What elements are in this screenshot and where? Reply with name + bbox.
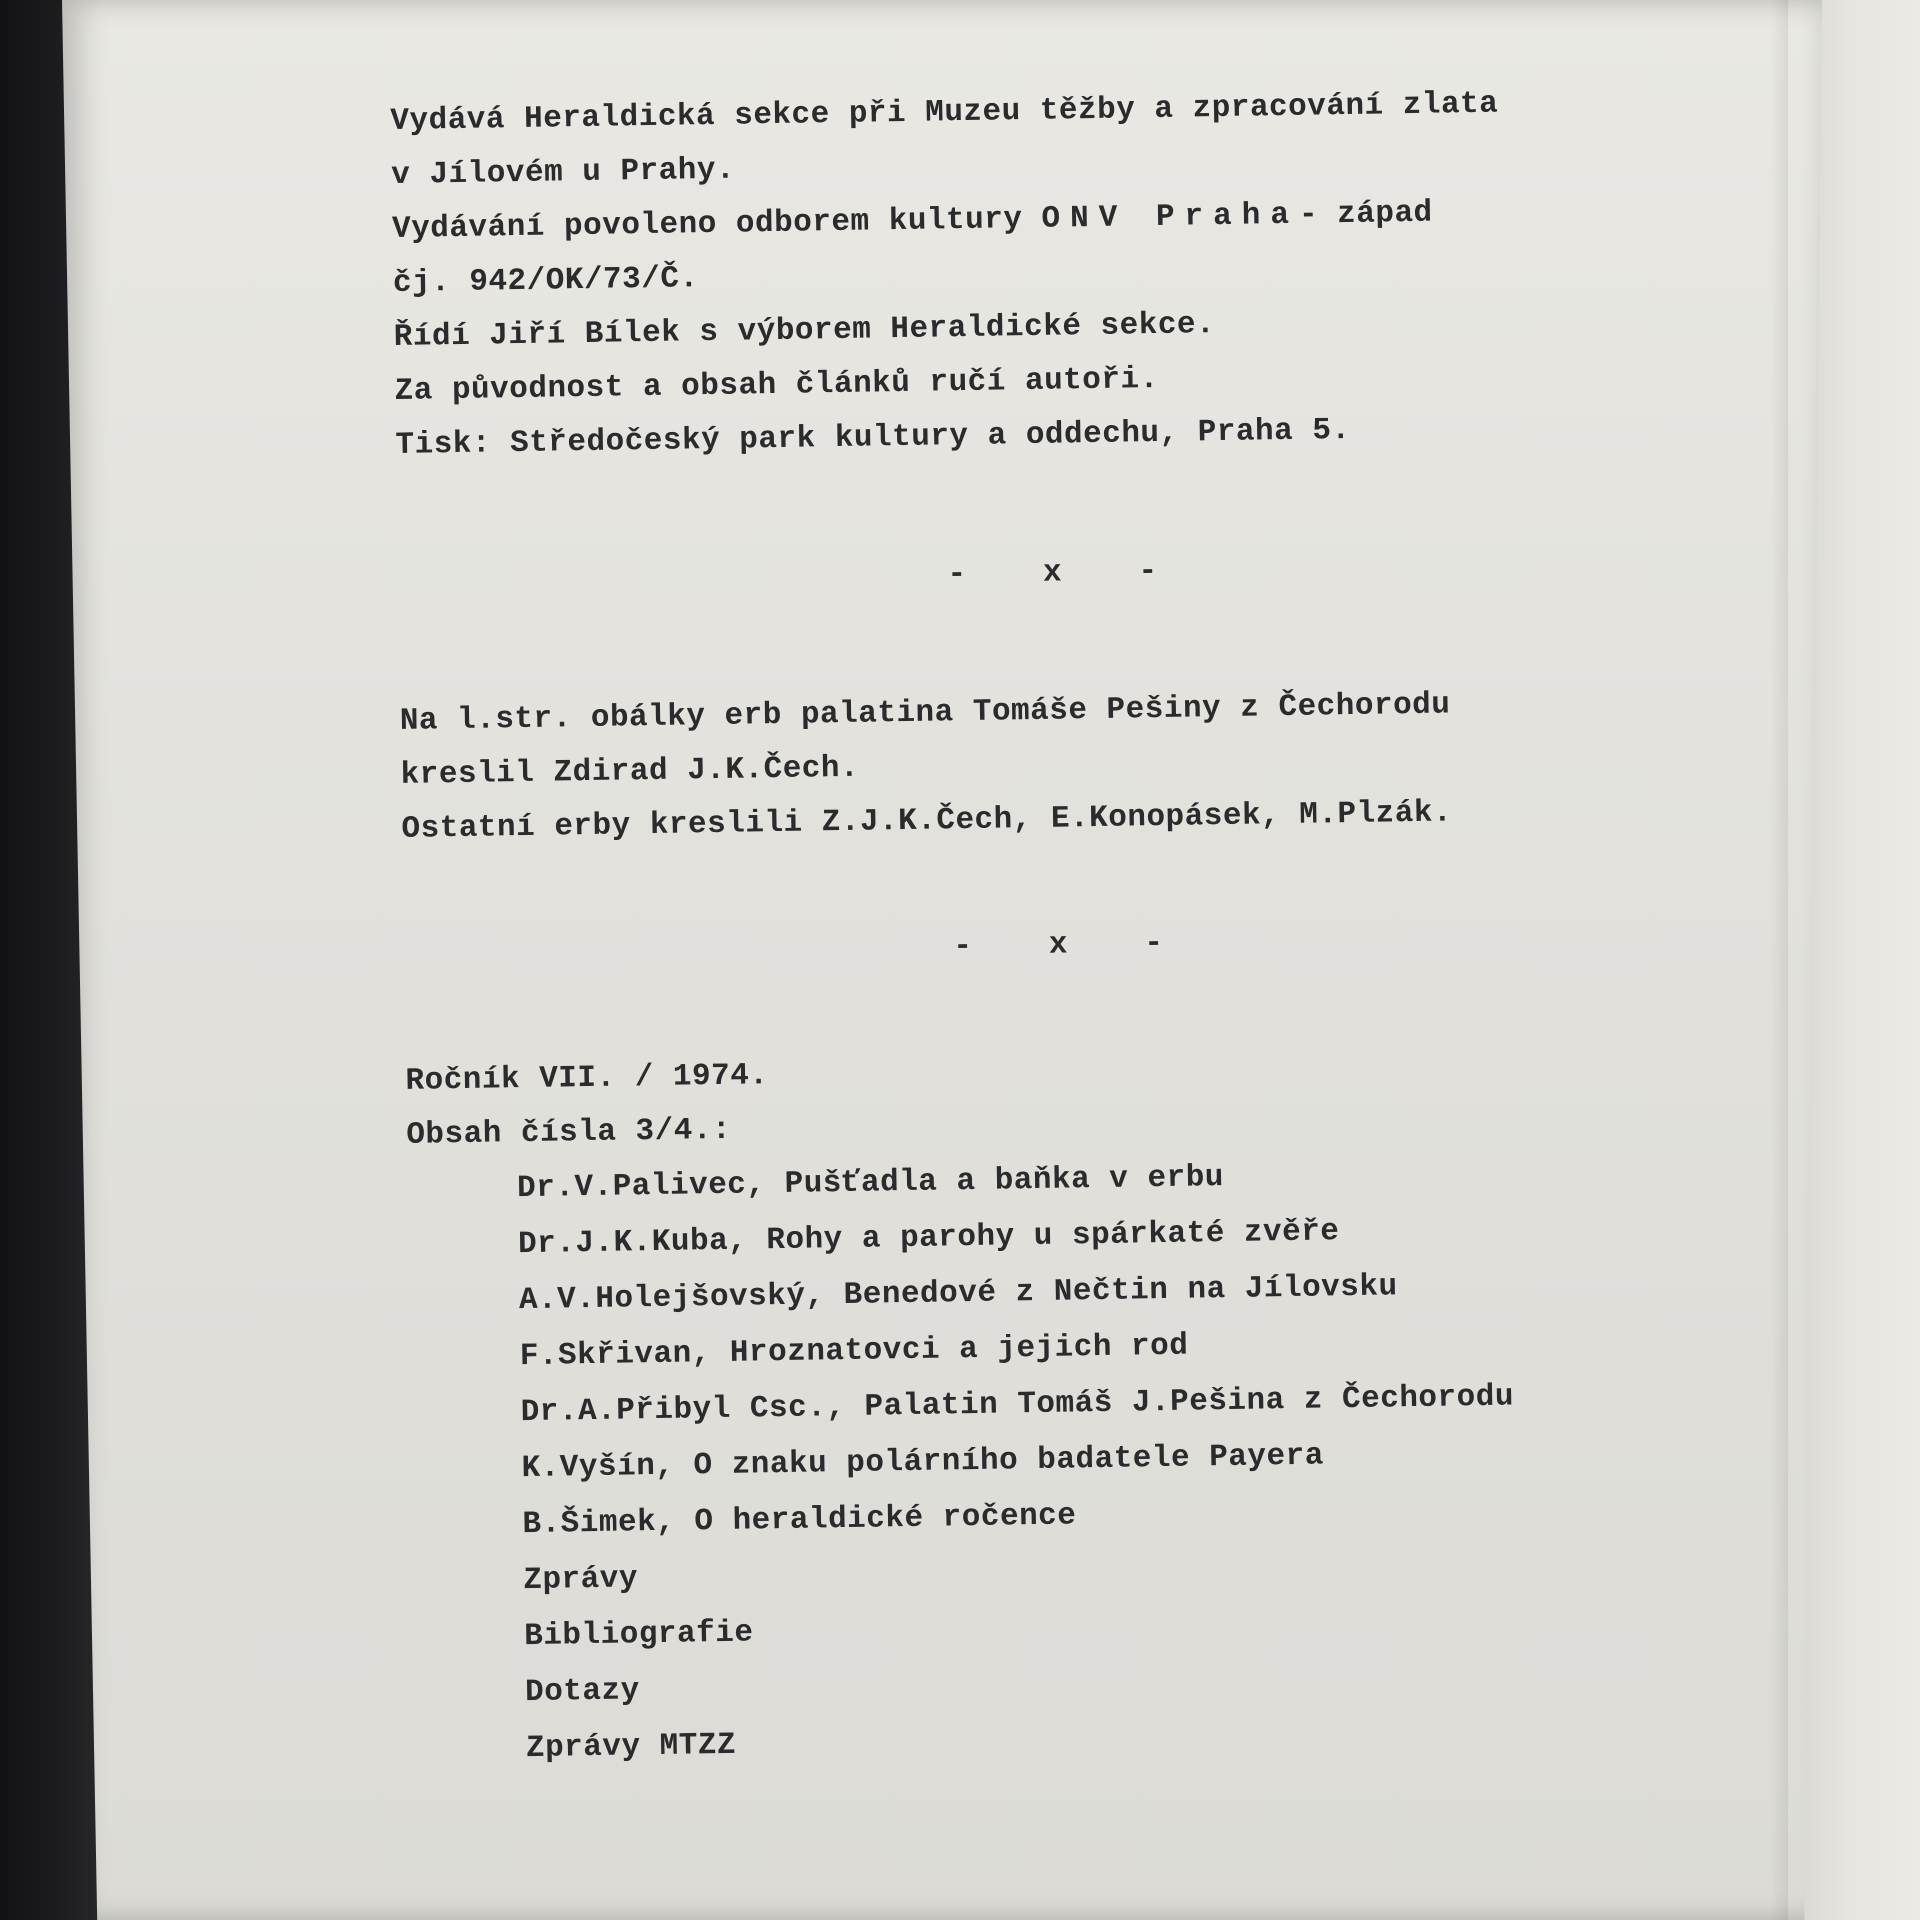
contents-item: Zprávy — [523, 1561, 639, 1599]
contents-item: Dr.A.Přibyl Csc., Palatin Tomáš J.Pešina z Čechorodu — [520, 1379, 1515, 1431]
contents-item: Dr.J.K.Kuba, Rohy a parohy u spárkaté zvěře — [517, 1214, 1340, 1263]
issue-block — [405, 1035, 1657, 1163]
table-of-contents — [407, 1143, 1667, 1779]
contents-item: Zprávy MTZZ — [525, 1727, 737, 1767]
separator-2: - x - — [953, 925, 1164, 965]
contents-item: Dr.V.Palivec, Pušťadla a baňka v erbu — [516, 1160, 1225, 1207]
imprint-editor-line: Řídí Jiří Bílek s výborem Heraldické sekce. — [393, 307, 1216, 355]
contents-heading: Obsah čísla 3/4.: — [406, 1112, 732, 1153]
permission-text: Vydávání povoleno odborem kultury — [391, 201, 1042, 247]
imprint-reference-line: čj. 942/OK/73/Č. — [392, 261, 699, 301]
contents-item: Dotazy — [524, 1673, 640, 1711]
cover-credits-block — [399, 675, 1651, 857]
volume-line: Ročník VII. / 1974. — [405, 1058, 769, 1099]
page-edge-shadow — [1770, 0, 1788, 1920]
contents-item: Bibliografie — [523, 1615, 754, 1655]
cover-artist-line: kreslil Zdirad J.K.Čech. — [400, 750, 860, 793]
separator-1: - x - — [947, 554, 1158, 593]
contents-item: F.Skřivan, Hroznatovci a jejich rod — [519, 1328, 1189, 1375]
contents-item: A.V.Holejšovský, Benedové z Nečtin na Jílovsku — [518, 1269, 1398, 1319]
onv-praha-text: ONV Praha — [1041, 197, 1300, 237]
imprint-block — [390, 75, 1646, 473]
contents-item: K.Vyšín, O znaku polárního badatele Payera — [521, 1438, 1325, 1487]
other-artists-line: Ostatní erby kreslili Z.J.K.Čech, E.Konopásek, M.Plzák. — [401, 795, 1453, 847]
cover-credit-line: Na l.str. obálky erb palatina Tomáše Pešiny z Čechorodu — [399, 687, 1451, 739]
imprint-publisher-line: Vydává Heraldická sekce při Muzeu těžby a zpracování zlata — [390, 86, 1499, 139]
contents-item: B.Šimek, O heraldické ročence — [522, 1498, 1077, 1543]
permission-suffix: - západ — [1298, 195, 1433, 233]
imprint-print-line: Tisk: Středočeský park kultury a oddechu, Praha 5. — [395, 412, 1351, 463]
page-text — [390, 75, 1666, 1778]
imprint-location-line: v Jílovém u Prahy. — [390, 152, 736, 193]
imprint-authors-line: Za původnost a obsah článků ručí autoři. — [394, 361, 1159, 409]
